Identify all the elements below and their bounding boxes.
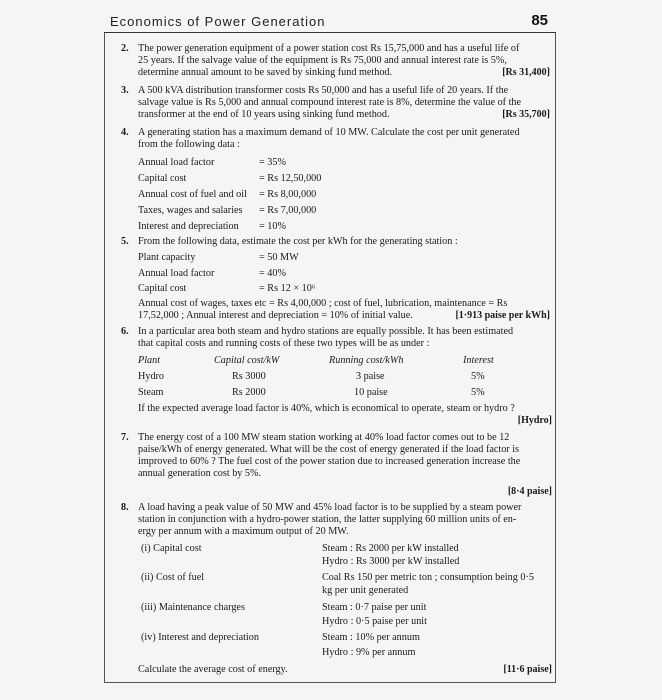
question-number: 7.	[121, 432, 129, 443]
data-value: = 10%	[259, 221, 286, 232]
question-line: Calculate the average cost of energy.	[138, 664, 288, 675]
question-number: 2.	[121, 43, 129, 54]
left-border	[104, 33, 105, 683]
table-cell: 3 paise	[356, 371, 385, 382]
running-title: Economics of Power Generation	[110, 14, 326, 29]
question-number: 5.	[121, 236, 129, 247]
bottom-border	[104, 682, 556, 683]
data-value: = Rs 12 × 10⁶	[259, 283, 316, 294]
item-label: (i) Capital cost	[141, 543, 202, 554]
question-line: determine annual amount to be saved by sinking fund method.	[138, 67, 393, 78]
question-line: 25 years. If the salvage value of the equipment is Rs 75,000 and annual interest rate is 5%,	[138, 55, 507, 66]
question-line: improved to 60% ? The fuel cost of the power station due to increased generation increase the	[138, 456, 521, 467]
item-value: Steam : 10% per annum	[322, 632, 420, 643]
data-label: Capital cost	[138, 283, 187, 294]
answer-key: [Rs 31,400]	[502, 67, 550, 78]
question-line: Annual cost of wages, taxes etc = Rs 4,00,000 ; cost of fuel, lubrication, maintenance = Rs	[138, 298, 508, 309]
item-value: Hydro : 0·5 paise per unit	[322, 616, 427, 627]
table-header: Interest	[463, 355, 494, 366]
item-value: Coal Rs 150 per metric ton ; consumption being 0·5	[322, 572, 534, 583]
answer-key: [11·6 paise]	[503, 664, 552, 675]
page-number: 85	[531, 12, 548, 29]
table-header: Plant	[138, 355, 161, 366]
question-line: transformer at the end of 10 years using sinking fund method.	[138, 109, 390, 120]
answer-key: [1·913 paise per kWh]	[455, 310, 550, 321]
question-line: If the expected average load factor is 40%, which is economical to operate, steam or hydro ?	[138, 403, 515, 414]
table-cell: 5%	[471, 371, 485, 382]
question-line: In a particular area both steam and hydro stations are equally possible. It has been estimated	[138, 326, 514, 337]
data-label: Interest and depreciation	[138, 221, 239, 232]
data-value: = 40%	[259, 268, 286, 279]
item-value: Steam : Rs 2000 per kW installed	[322, 543, 459, 554]
data-value: = Rs 12,50,000	[259, 173, 322, 184]
question-line: From the following data, estimate the cost per kWh for the generating station :	[138, 236, 458, 247]
question-line: paise/kWh of energy generated. What will be the cost of energy generated if the load factor is	[138, 444, 520, 455]
table-cell: Steam	[138, 387, 164, 398]
data-value: = Rs 7,00,000	[259, 205, 317, 216]
item-label: (iv) Interest and depreciation	[141, 632, 259, 643]
question-line: 17,52,000 ; Annual interest and depreciation = 10% of initial value.	[138, 310, 413, 321]
question-line: The energy cost of a 100 MW steam station working at 40% load factor comes out to be 12	[138, 432, 510, 443]
data-value: = Rs 8,00,000	[259, 189, 317, 200]
question-number: 6.	[121, 326, 129, 337]
table-cell: 5%	[471, 387, 485, 398]
question-line: from the following data :	[138, 139, 240, 150]
data-label: Taxes, wages and salaries	[138, 205, 243, 216]
question-line: A 500 kVA distribution transformer costs Rs 50,000 and has a useful life of 20 years. If the	[138, 85, 509, 96]
answer-key: [Hydro]	[517, 415, 552, 426]
data-value: = 50 MW	[259, 252, 299, 263]
question-line: A generating station has a maximum demand of 10 MW. Calculate the cost per unit generated	[138, 127, 520, 138]
item-value: Steam : 0·7 paise per unit	[322, 602, 427, 613]
answer-key: [8·4 paise]	[507, 486, 552, 497]
table-cell: Rs 3000	[232, 371, 266, 382]
item-value: Hydro : 9% per annum	[322, 647, 416, 658]
question-line: A load having a peak value of 50 MW and 45% load factor is to be supplied by a steam power	[138, 502, 522, 513]
data-label: Annual cost of fuel and oil	[138, 189, 247, 200]
table-cell: 10 paise	[354, 387, 388, 398]
question-number: 4.	[121, 127, 129, 138]
table-header: Running cost/kWh	[329, 355, 404, 366]
question-line: annual generation cost by 5%.	[138, 468, 262, 479]
data-label: Capital cost	[138, 173, 187, 184]
question-number: 3.	[121, 85, 129, 96]
question-line: The power generation equipment of a power station cost Rs 15,75,000 and has a useful life of	[138, 43, 520, 54]
question-line: station in conjunction with a hydro-power station, the latter supplying 60 million units of en-	[138, 514, 517, 525]
table-cell: Hydro	[138, 371, 165, 382]
right-border	[555, 33, 556, 683]
question-line: that capital costs and running costs of these two types will be as under :	[138, 338, 430, 349]
data-label: Annual load factor	[138, 157, 215, 168]
data-value: = 35%	[259, 157, 286, 168]
question-number: 8.	[121, 502, 129, 513]
header-rule	[104, 32, 556, 33]
question-line: ergy per annum with a maximum output of 20 MW.	[138, 526, 349, 537]
item-label: (iii) Maintenance charges	[141, 602, 245, 613]
data-label: Plant capacity	[138, 252, 196, 263]
data-label: Annual load factor	[138, 268, 215, 279]
answer-key: [Rs 35,700]	[502, 109, 550, 120]
item-label: (ii) Cost of fuel	[141, 572, 205, 583]
item-value: kg per unit generated	[322, 585, 409, 596]
question-line: salvage value is Rs 5,000 and annual compound interest rate is 8%, determine the value of the	[138, 97, 522, 108]
table-header: Capital cost/kW	[214, 355, 280, 366]
item-value: Hydro : Rs 3000 per kW installed	[322, 556, 460, 567]
table-cell: Rs 2000	[232, 387, 266, 398]
